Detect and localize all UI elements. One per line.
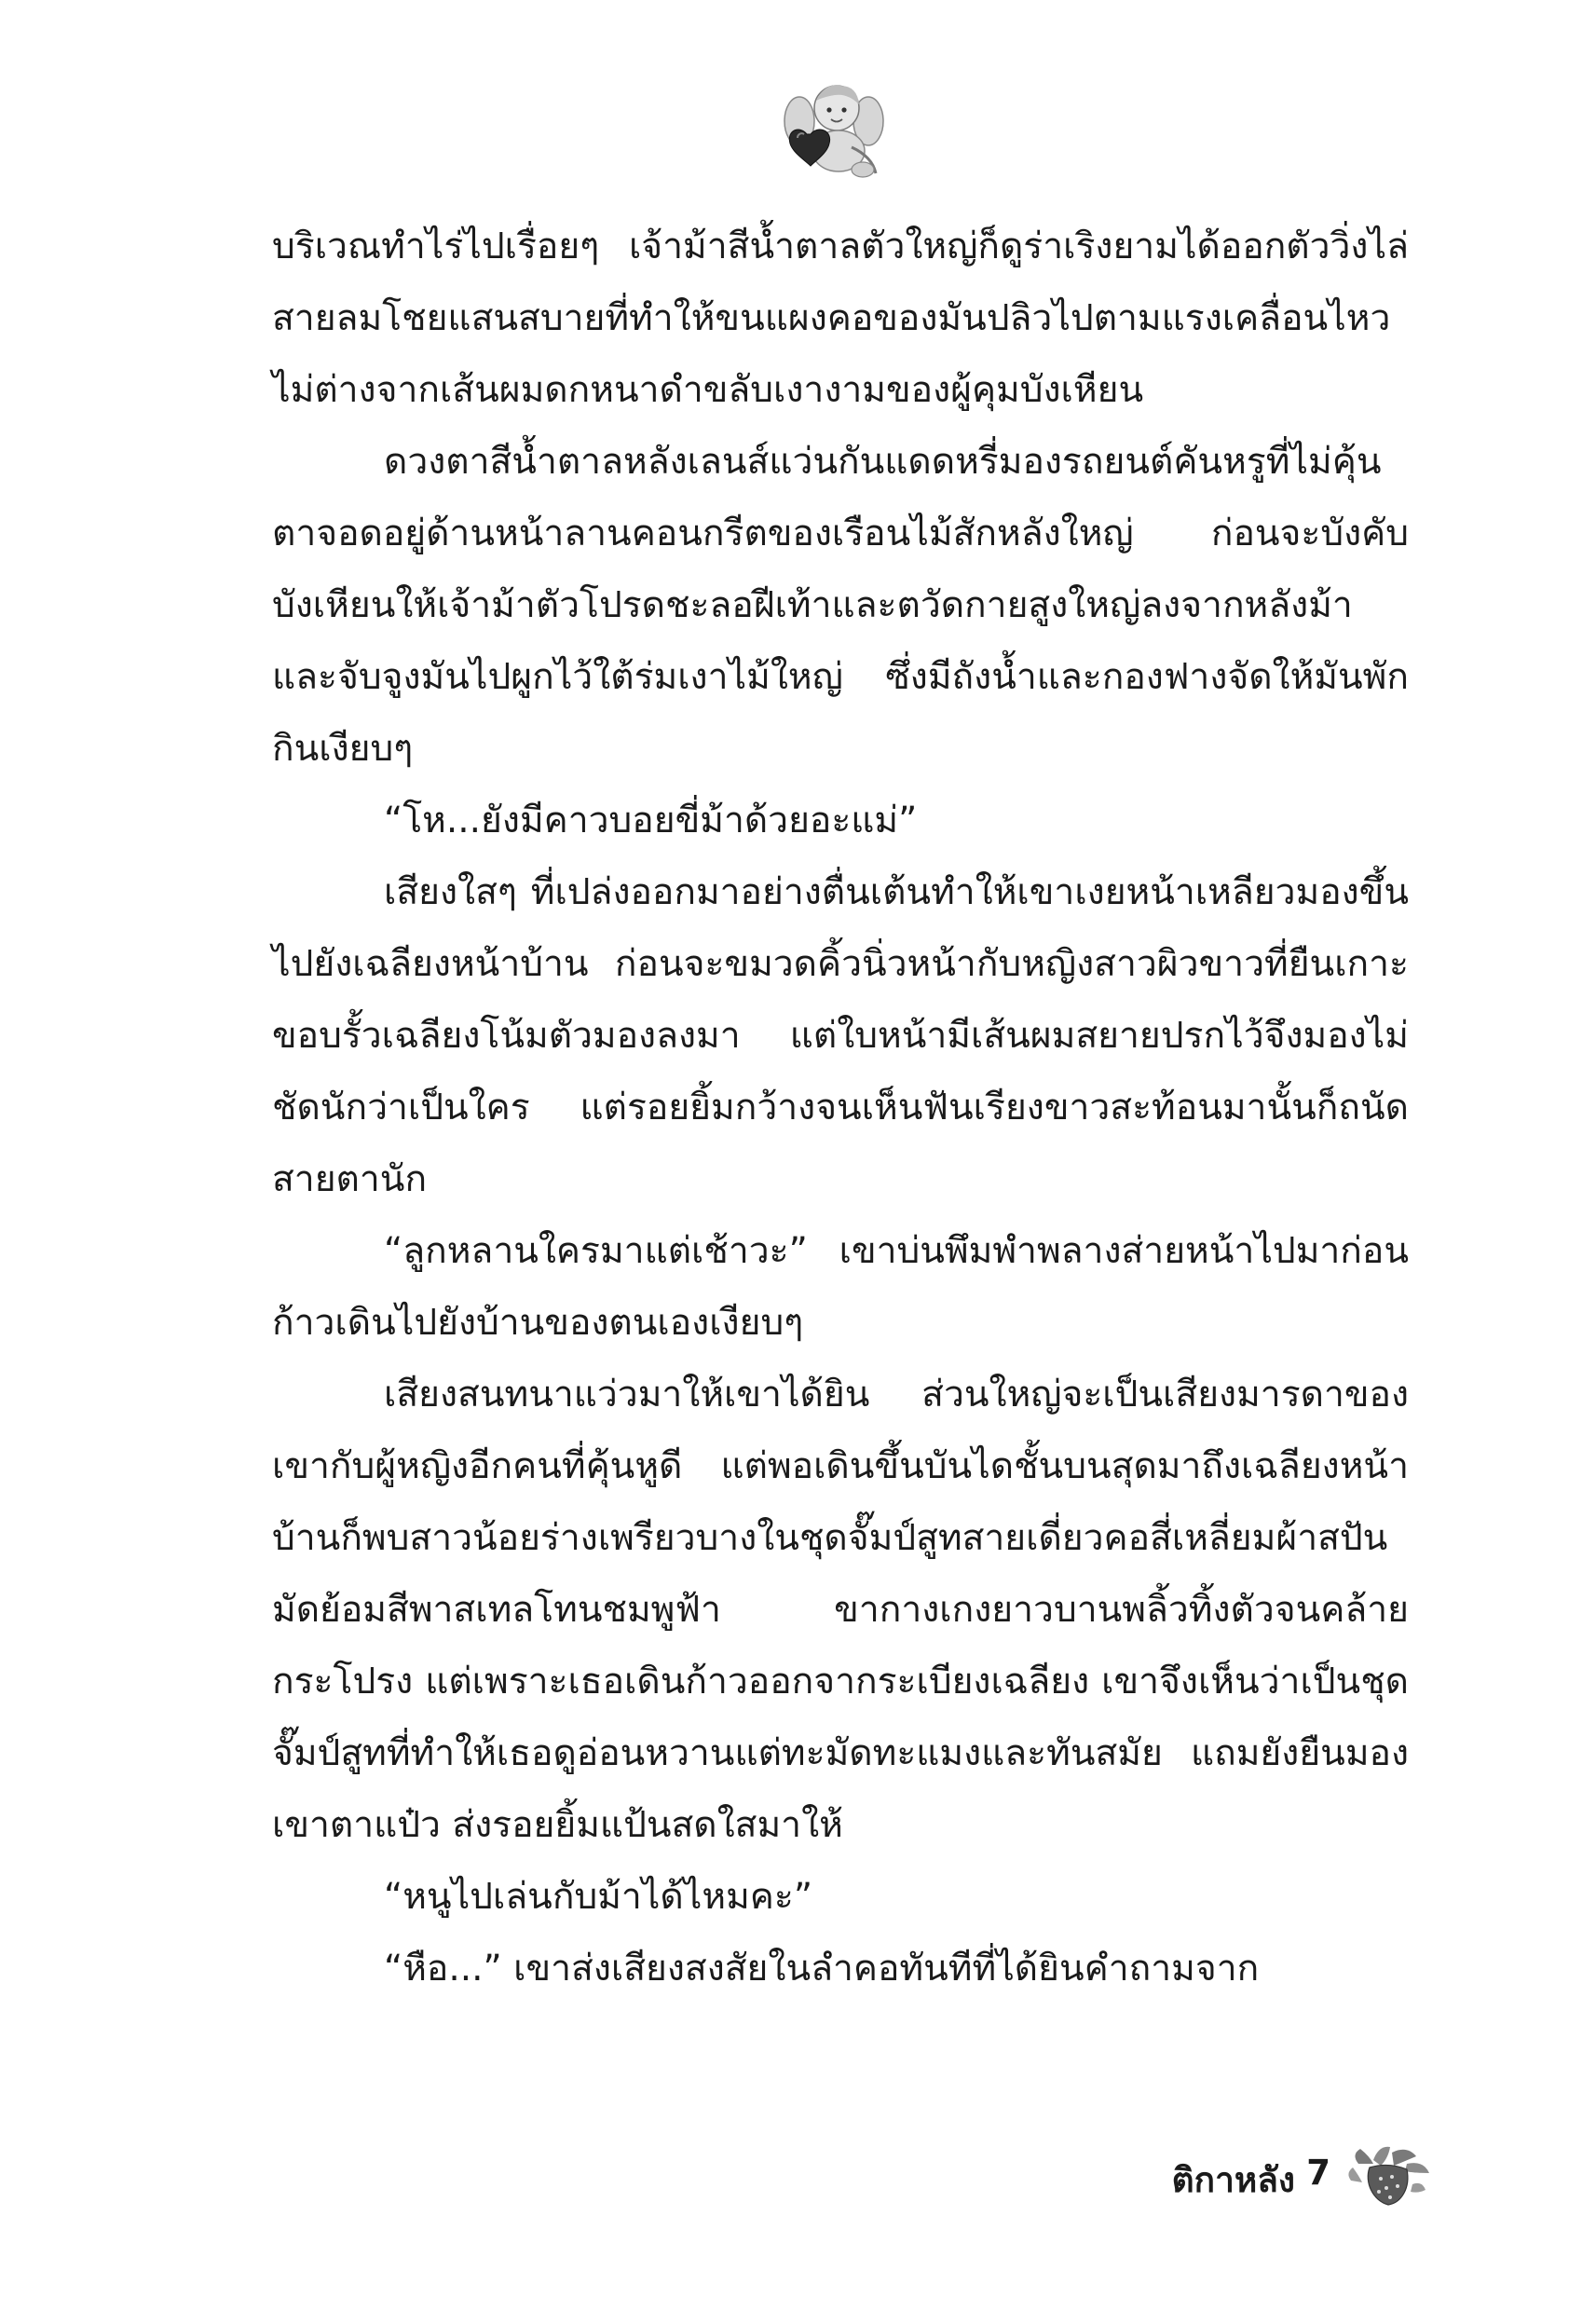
body-text [272, 211, 1409, 2004]
page-number: 7 [1306, 2153, 1330, 2193]
paragraph: “หนูไปเล่นกับม้าได้ไหมคะ” [384, 1876, 813, 1918]
paragraph: บริเวณทำไร่ไปเรื่อยๆ เจ้าม้าสีน้ำตาลตัวใหญ่ก็ดูร่าเริงยามได้ออกตัววิ่งไล่สายลมโชยแสนสบายที่ทำให้ขนแผงคอของมันปลิวไปตามแรงเคลื่อนไหว ไม่ต่างจากเส้นผมดกหนาดำขลับเงางามของผู้คุมบังเหียน [272, 226, 1409, 411]
page-footer [1025, 2136, 1435, 2220]
cupid-heart-icon [779, 73, 889, 183]
paragraph: “โห...ยังมีคาวบอยขี่ม้าด้วยอะแม่” [384, 800, 918, 841]
book-title: ติกาหลัง [1171, 2160, 1295, 2200]
paragraph: ดวงตาสีน้ำตาลหลังเลนส์แว่นกันแดดหรี่มองรถยนต์คันหรูที่ไม่คุ้นตาจอดอยู่ด้านหน้าลานคอนกรีตของเรือนไม้สักหลังใหญ่ ก่อนจะบังคับบังเหียนให้เจ้าม้าตัวโปรดชะลอฝีเท้าและตวัดกายสูงใหญ่ลงจากหลังม้าและจับจูงมันไปผูกไว้ใต้ร่มเงาไม้ใหญ่ ซึ่งมีถังน้ำและกองฟางจัดให้มันพักกินเงียบๆ [272, 441, 1409, 770]
paragraph: “ลูกหลานใครมาแต่เช้าวะ” เขาบ่นพึมพำพลางส่ายหน้าไปมาก่อนก้าวเดินไปยังบ้านของตนเองเงียบๆ [272, 1230, 1409, 1344]
strawberry-icon [1342, 2136, 1435, 2210]
paragraph: เสียงใสๆ ที่เปล่งออกมาอย่างตื่นเต้นทำให้เขาเงยหน้าเหลียวมองขึ้นไปยังเฉลียงหน้าบ้าน ก่อนจะขมวดคิ้วนิ่วหน้ากับหญิงสาวผิวขาวที่ยืนเกาะขอบรั้วเฉลียงโน้มตัวมองลงมา แต่ใบหน้ามีเส้นผมสยายปรกไว้จึงมองไม่ชัดนักว่าเป็นใคร แต่รอยยิ้มกว้างจนเห็นฟันเรียงขาวสะท้อนมานั้นก็ถนัดสายตานัก [272, 871, 1409, 1200]
paragraph: เสียงสนทนาแว่วมาให้เขาได้ยิน ส่วนใหญ่จะเป็นเสียงมารดาของเขากับผู้หญิงอีกคนที่คุ้นหูดี แต่พอเดินขึ้นบันไดชั้นบนสุดมาถึงเฉลียงหน้าบ้านก็พบสาวน้อยร่างเพรียวบางในชุดจั๊มป์สูทสายเดี่ยวคอสี่เหลี่ยมผ้าสปันมัดย้อมสีพาสเทลโทนชมพูฟ้า ขากางเกงยาวบานพลิ้วทิ้งตัวจนคล้ายกระโปรง แต่เพราะเธอเดินก้าวออกจากระเบียงเฉลียง เขาจึงเห็นว่าเป็นชุดจั๊มป์สูทที่ทำให้เธอดูอ่อนหวานแต่ทะมัดทะแมงและทันสมัย แถมยังยืนมองเขาตาแป๋ว ส่งรอยยิ้มแป้นสดใสมาให้ [272, 1374, 1409, 1846]
paragraph: “หือ...” เขาส่งเสียงสงสัยในลำคอทันทีที่ได้ยินคำถามจาก [384, 1948, 1260, 1990]
